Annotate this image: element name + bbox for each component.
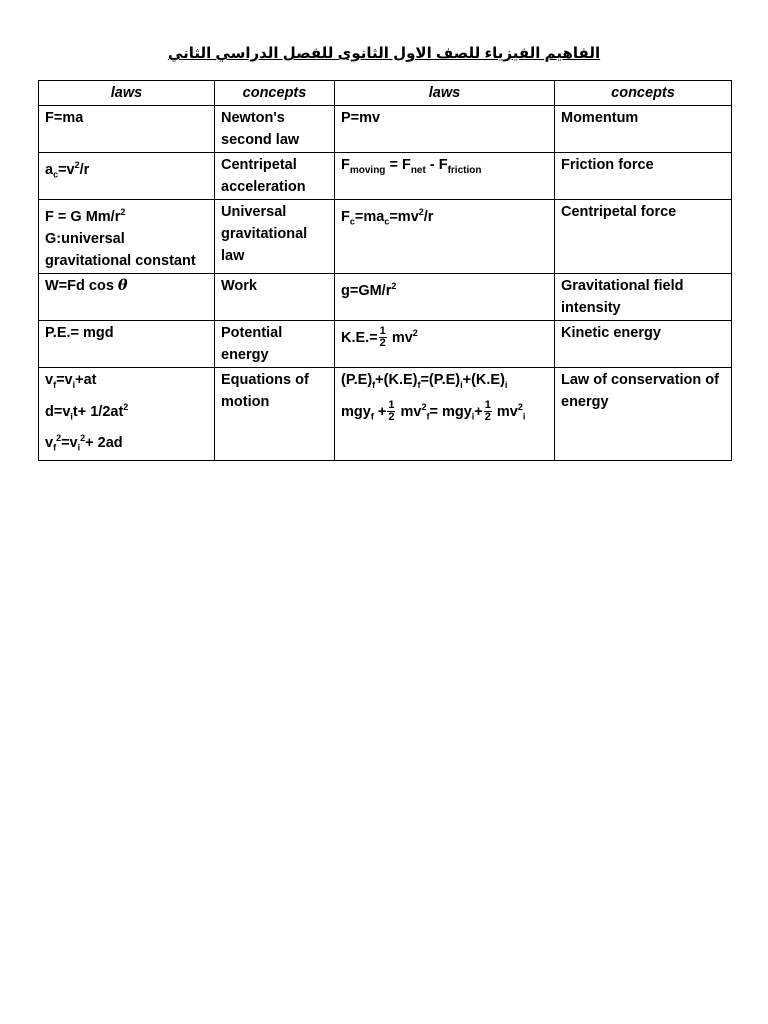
law-cell: F = G $Mm/r^2$ G:universal gravitational constant (39, 200, 215, 274)
law-cell: $g=GM/r^2$ (335, 273, 555, 320)
physics-laws-table (38, 80, 732, 461)
law-cell: $v_f=v_i+at$ $d=v_it+ 1/2at^2$ $v_f^2=v_i^2+ 2ad$ (39, 367, 215, 460)
table-row (39, 320, 732, 367)
page-title: الفاهيم الفيزياء للصف الاول الثانوى للفصل الدراسي الثاني (167, 45, 601, 62)
concept-cell: Law of conservation of energy (555, 367, 732, 460)
law-cell: P.E.= mgd (39, 320, 215, 367)
law-cell: F=ma (39, 106, 215, 153)
concept-cell: Newton's second law (215, 106, 335, 153)
law-cell: $(P.E)_f+(K.E)_f=(P.E)_i+(K.E)_i$ mgy$_f$ + $\frac{1}{2}$ $mv^2_f= mgy_i+$ $\frac{1}{2}$ $mv^2_i$ (335, 367, 555, 460)
concept-cell: Equations of motion (215, 367, 335, 460)
fraction: $\frac{1}{2}$ (484, 399, 491, 424)
law-cell: P=mv (335, 106, 555, 153)
concept-cell: Centripetal acceleration (215, 153, 335, 200)
table-row (39, 153, 732, 200)
fraction: $\frac{1}{2}$ (388, 399, 395, 424)
concept-cell: Universal gravitational law (215, 200, 335, 274)
law-cell: W=Fd cos θ (39, 273, 215, 320)
concept-cell: Kinetic energy (555, 320, 732, 367)
table-row (39, 200, 732, 274)
concept-cell: Work (215, 273, 335, 320)
table-row (39, 367, 732, 460)
concept-cell: Potential energy (215, 320, 335, 367)
header-concepts: concepts (215, 81, 335, 106)
concept-cell: Friction force (555, 153, 732, 200)
table-row (39, 106, 732, 153)
header-laws-2: laws (335, 81, 555, 106)
law-cell: $F_c=ma_c=mv^2/r$ (335, 200, 555, 274)
header-concepts-2: concepts (555, 81, 732, 106)
theta-symbol: θ (117, 276, 128, 294)
law-cell: $a_c=v^2/r$ (39, 153, 215, 200)
table-row (39, 273, 732, 320)
fraction: $\frac{1}{2}$ (379, 325, 386, 350)
law-cell: $F_{moving} = F_{net} - F_{friction}$ (335, 153, 555, 200)
law-cell: K.E.= $\frac{1}{2}$ $mv^2$ (335, 320, 555, 367)
table-header-row (39, 81, 732, 106)
header-laws: laws (39, 81, 215, 106)
concept-cell: Gravitational field intensity (555, 273, 732, 320)
concept-cell: Momentum (555, 106, 732, 153)
concept-cell: Centripetal force (555, 200, 732, 274)
